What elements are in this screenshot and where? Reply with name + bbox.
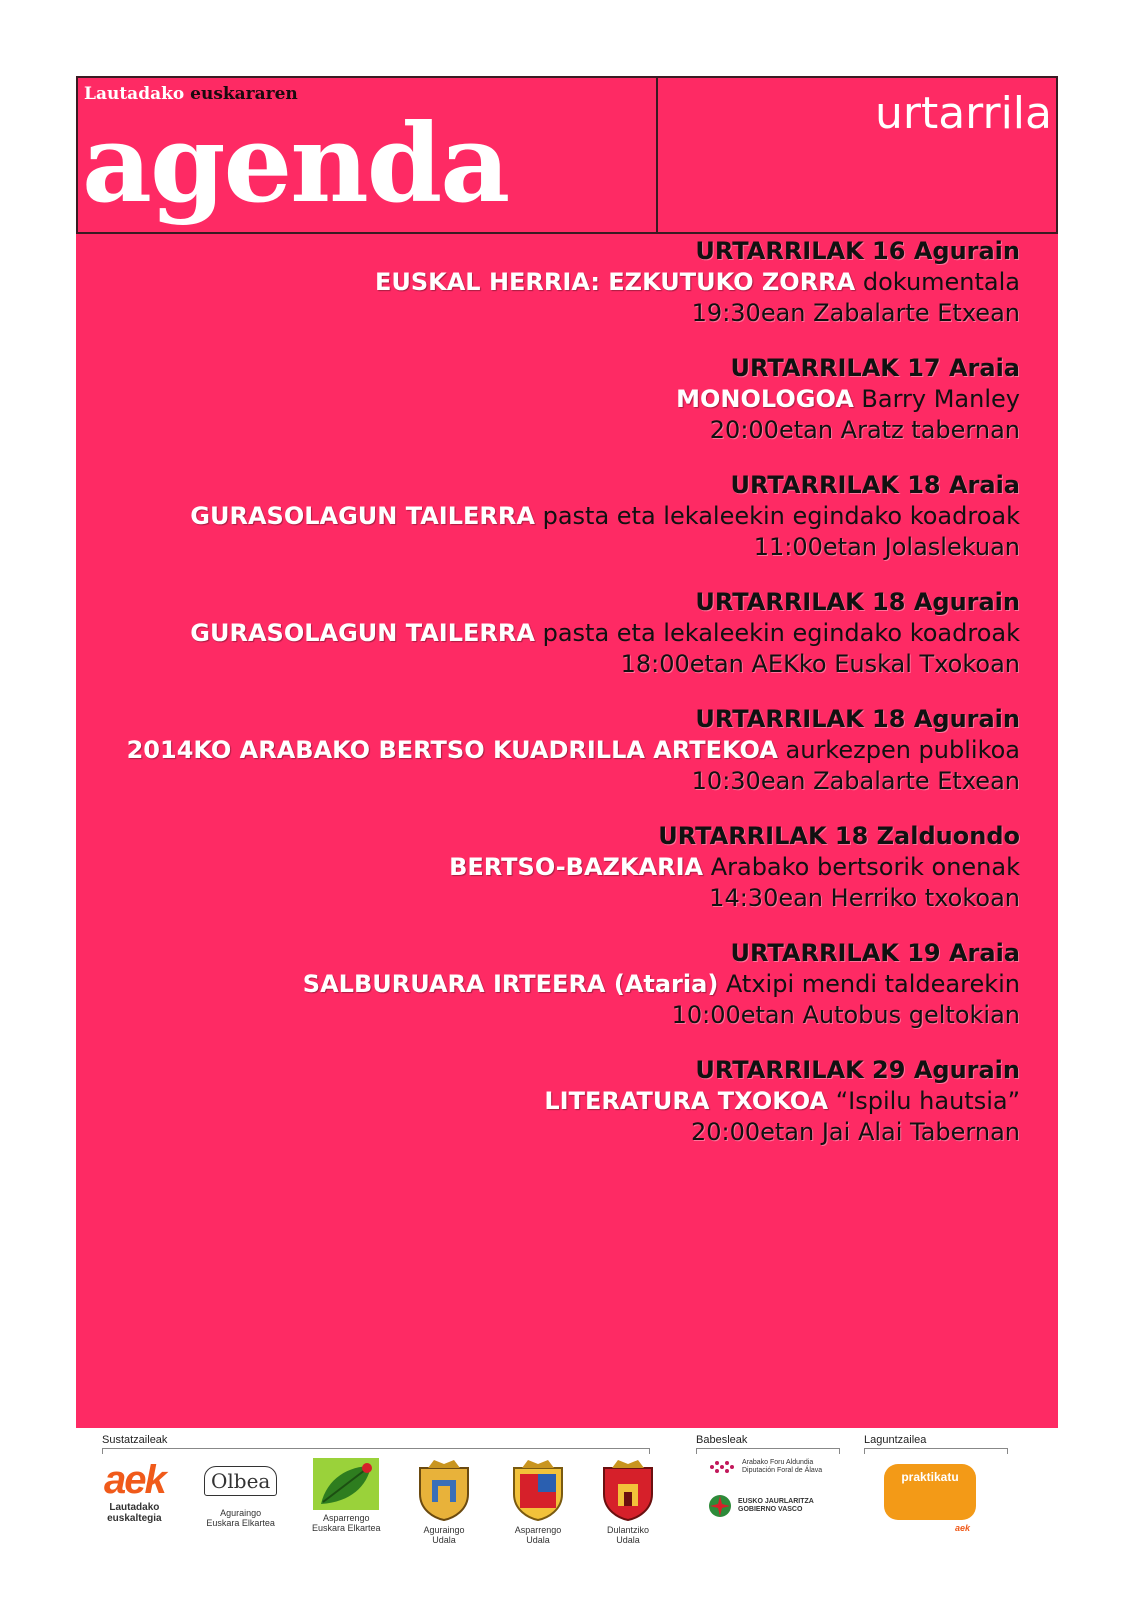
event-item <box>76 1055 1020 1148</box>
event-detail: pasta eta lekaleekin egindako koadroak <box>534 619 1020 647</box>
aek-caption-1: Lautadako <box>109 1502 160 1513</box>
event-title: 2014KO ARABAKO BERTSO KUADRILLA ARTEKOA <box>126 736 778 764</box>
aguraingo-udala-logo <box>414 1458 474 1545</box>
event-description <box>76 267 1020 298</box>
event-time-place: 10:00etan Autobus geltokian <box>671 1001 1020 1029</box>
event-title: GURASOLAGUN TAILERRA <box>190 502 535 530</box>
leaf-icon <box>313 1458 379 1510</box>
header-title-box <box>78 78 658 232</box>
event-title: SALBURUARA IRTEERA (Ataria) <box>302 970 719 998</box>
event-title: LITERATURA TXOKOA <box>544 1087 829 1115</box>
olbea-logo <box>204 1458 277 1528</box>
event-description <box>76 969 1020 1000</box>
month-label: urtarrila <box>874 88 1052 139</box>
event-item <box>76 353 1020 446</box>
event-detail: Barry Manley <box>853 385 1020 413</box>
event-date: URTARRILAK 18 Agurain <box>695 705 1020 733</box>
dulantziko-udala-caption-1: Dulantziko <box>606 1525 650 1535</box>
event-time-place: 19:30ean Zabalarte Etxean <box>691 299 1020 327</box>
event-time-place: 20:00etan Aratz tabernan <box>709 416 1020 444</box>
sustatzaileak-label: Sustatzaileak <box>102 1434 168 1446</box>
dulantziko-udala-logo <box>598 1458 658 1545</box>
foru-line-2: Diputación Foral de Álava <box>742 1467 823 1474</box>
eusko-jaurlaritza-logo <box>708 1494 814 1518</box>
aek-caption-2: euskaltegia <box>107 1513 162 1524</box>
jaurlaritza-emblem-icon <box>708 1494 732 1518</box>
aguraingo-udala-caption-2: Udala <box>432 1535 456 1545</box>
asparrengo-udala-logo <box>508 1458 568 1545</box>
event-date: URTARRILAK 18 Araia <box>730 471 1020 499</box>
event-detail: “Ispilu hautsia” <box>828 1087 1020 1115</box>
event-title: EUSKAL HERRIA: EZKUTUKO ZORRA <box>374 268 856 296</box>
asparrengo-elkartea-caption-2: Euskara Elkartea <box>312 1523 381 1533</box>
aguraingo-shield-icon <box>414 1458 474 1522</box>
dulantziko-shield-icon <box>598 1458 658 1522</box>
event-item <box>76 236 1020 329</box>
event-item <box>76 704 1020 797</box>
foru-line-1: Arabako Foru Aldundia <box>742 1459 814 1466</box>
praktikatu-mark: praktikatu <box>901 1470 959 1484</box>
event-item <box>76 470 1020 563</box>
arabako-foru-aldundia-logo <box>708 1458 822 1518</box>
agenda-poster <box>76 76 1058 1428</box>
jaurlaritza-line-2: GOBIERNO VASCO <box>738 1506 803 1513</box>
event-time-place: 14:30ean Herriko txokoan <box>709 884 1020 912</box>
poster-header <box>76 76 1058 234</box>
event-description <box>76 735 1020 766</box>
event-description <box>76 618 1020 649</box>
olbea-caption-2: Euskara Elkartea <box>206 1518 275 1528</box>
event-detail: Arabako bertsorik onenak <box>703 853 1020 881</box>
event-description <box>76 384 1020 415</box>
event-date: URTARRILAK 19 Araia <box>730 939 1020 967</box>
pretitle-lautadako: Lautadako <box>84 84 185 104</box>
jaurlaritza-line-1: EUSKO JAURLARITZA <box>738 1498 814 1505</box>
event-date: URTARRILAK 18 Agurain <box>695 588 1020 616</box>
event-item <box>76 821 1020 914</box>
aguraingo-udala-caption-1: Aguraingo <box>423 1525 465 1535</box>
event-date: URTARRILAK 17 Araia <box>730 354 1020 382</box>
asparrengo-udala-caption-2: Udala <box>526 1535 550 1545</box>
event-description <box>76 1086 1020 1117</box>
dulantziko-udala-caption-2: Udala <box>616 1535 640 1545</box>
sustatzaileak-bracket <box>102 1448 650 1454</box>
event-time-place: 11:00etan Jolaslekuan <box>753 533 1020 561</box>
praktikatu-badge <box>884 1464 976 1520</box>
olbea-mark: Olbea <box>204 1466 277 1496</box>
event-description <box>76 501 1020 532</box>
praktikatu-logo <box>884 1464 976 1533</box>
asparrengo-elkartea-logo <box>312 1458 381 1533</box>
babesleak-bracket <box>696 1448 840 1454</box>
babesleak-label: Babesleak <box>696 1434 748 1446</box>
event-date: URTARRILAK 16 Agurain <box>695 237 1020 265</box>
event-item <box>76 587 1020 680</box>
event-detail: pasta eta lekaleekin egindako koadroak <box>534 502 1020 530</box>
olbea-caption-1: Aguraingo <box>220 1508 262 1518</box>
praktikatu-aek: aek <box>954 1523 970 1533</box>
aek-mark: aek <box>104 1458 165 1502</box>
event-time-place: 10:30ean Zabalarte Etxean <box>691 767 1020 795</box>
event-date: URTARRILAK 29 Agurain <box>695 1056 1020 1084</box>
page-title: agenda <box>82 101 509 227</box>
event-time-place: 20:00etan Jai Alai Tabernan <box>690 1118 1020 1146</box>
event-list <box>76 236 1020 1172</box>
event-item <box>76 938 1020 1031</box>
asparrengo-shield-icon <box>508 1458 568 1522</box>
event-title: GURASOLAGUN TAILERRA <box>190 619 535 647</box>
event-detail: dokumentala <box>855 268 1020 296</box>
asparrengo-elkartea-caption-1: Asparrengo <box>323 1513 370 1523</box>
event-title: BERTSO-BAZKARIA <box>449 853 704 881</box>
event-detail: Atxipi mendi taldearekin <box>718 970 1020 998</box>
event-time-place: 18:00etan AEKko Euskal Txokoan <box>620 650 1020 678</box>
laguntzailea-label: Laguntzailea <box>864 1434 927 1446</box>
laguntzailea-bracket <box>864 1448 1008 1454</box>
event-description <box>76 852 1020 883</box>
asparrengo-udala-caption-1: Asparrengo <box>514 1525 562 1535</box>
event-title: MONOLOGOA <box>676 385 854 413</box>
aek-logo <box>104 1458 165 1524</box>
pretitle-euskararen: euskararen <box>190 84 298 104</box>
event-detail: aurkezpen publikoa <box>777 736 1020 764</box>
foru-dots-icon <box>708 1458 736 1476</box>
event-date: URTARRILAK 18 Zalduondo <box>658 822 1020 850</box>
sponsors-footer <box>76 1428 1058 1558</box>
